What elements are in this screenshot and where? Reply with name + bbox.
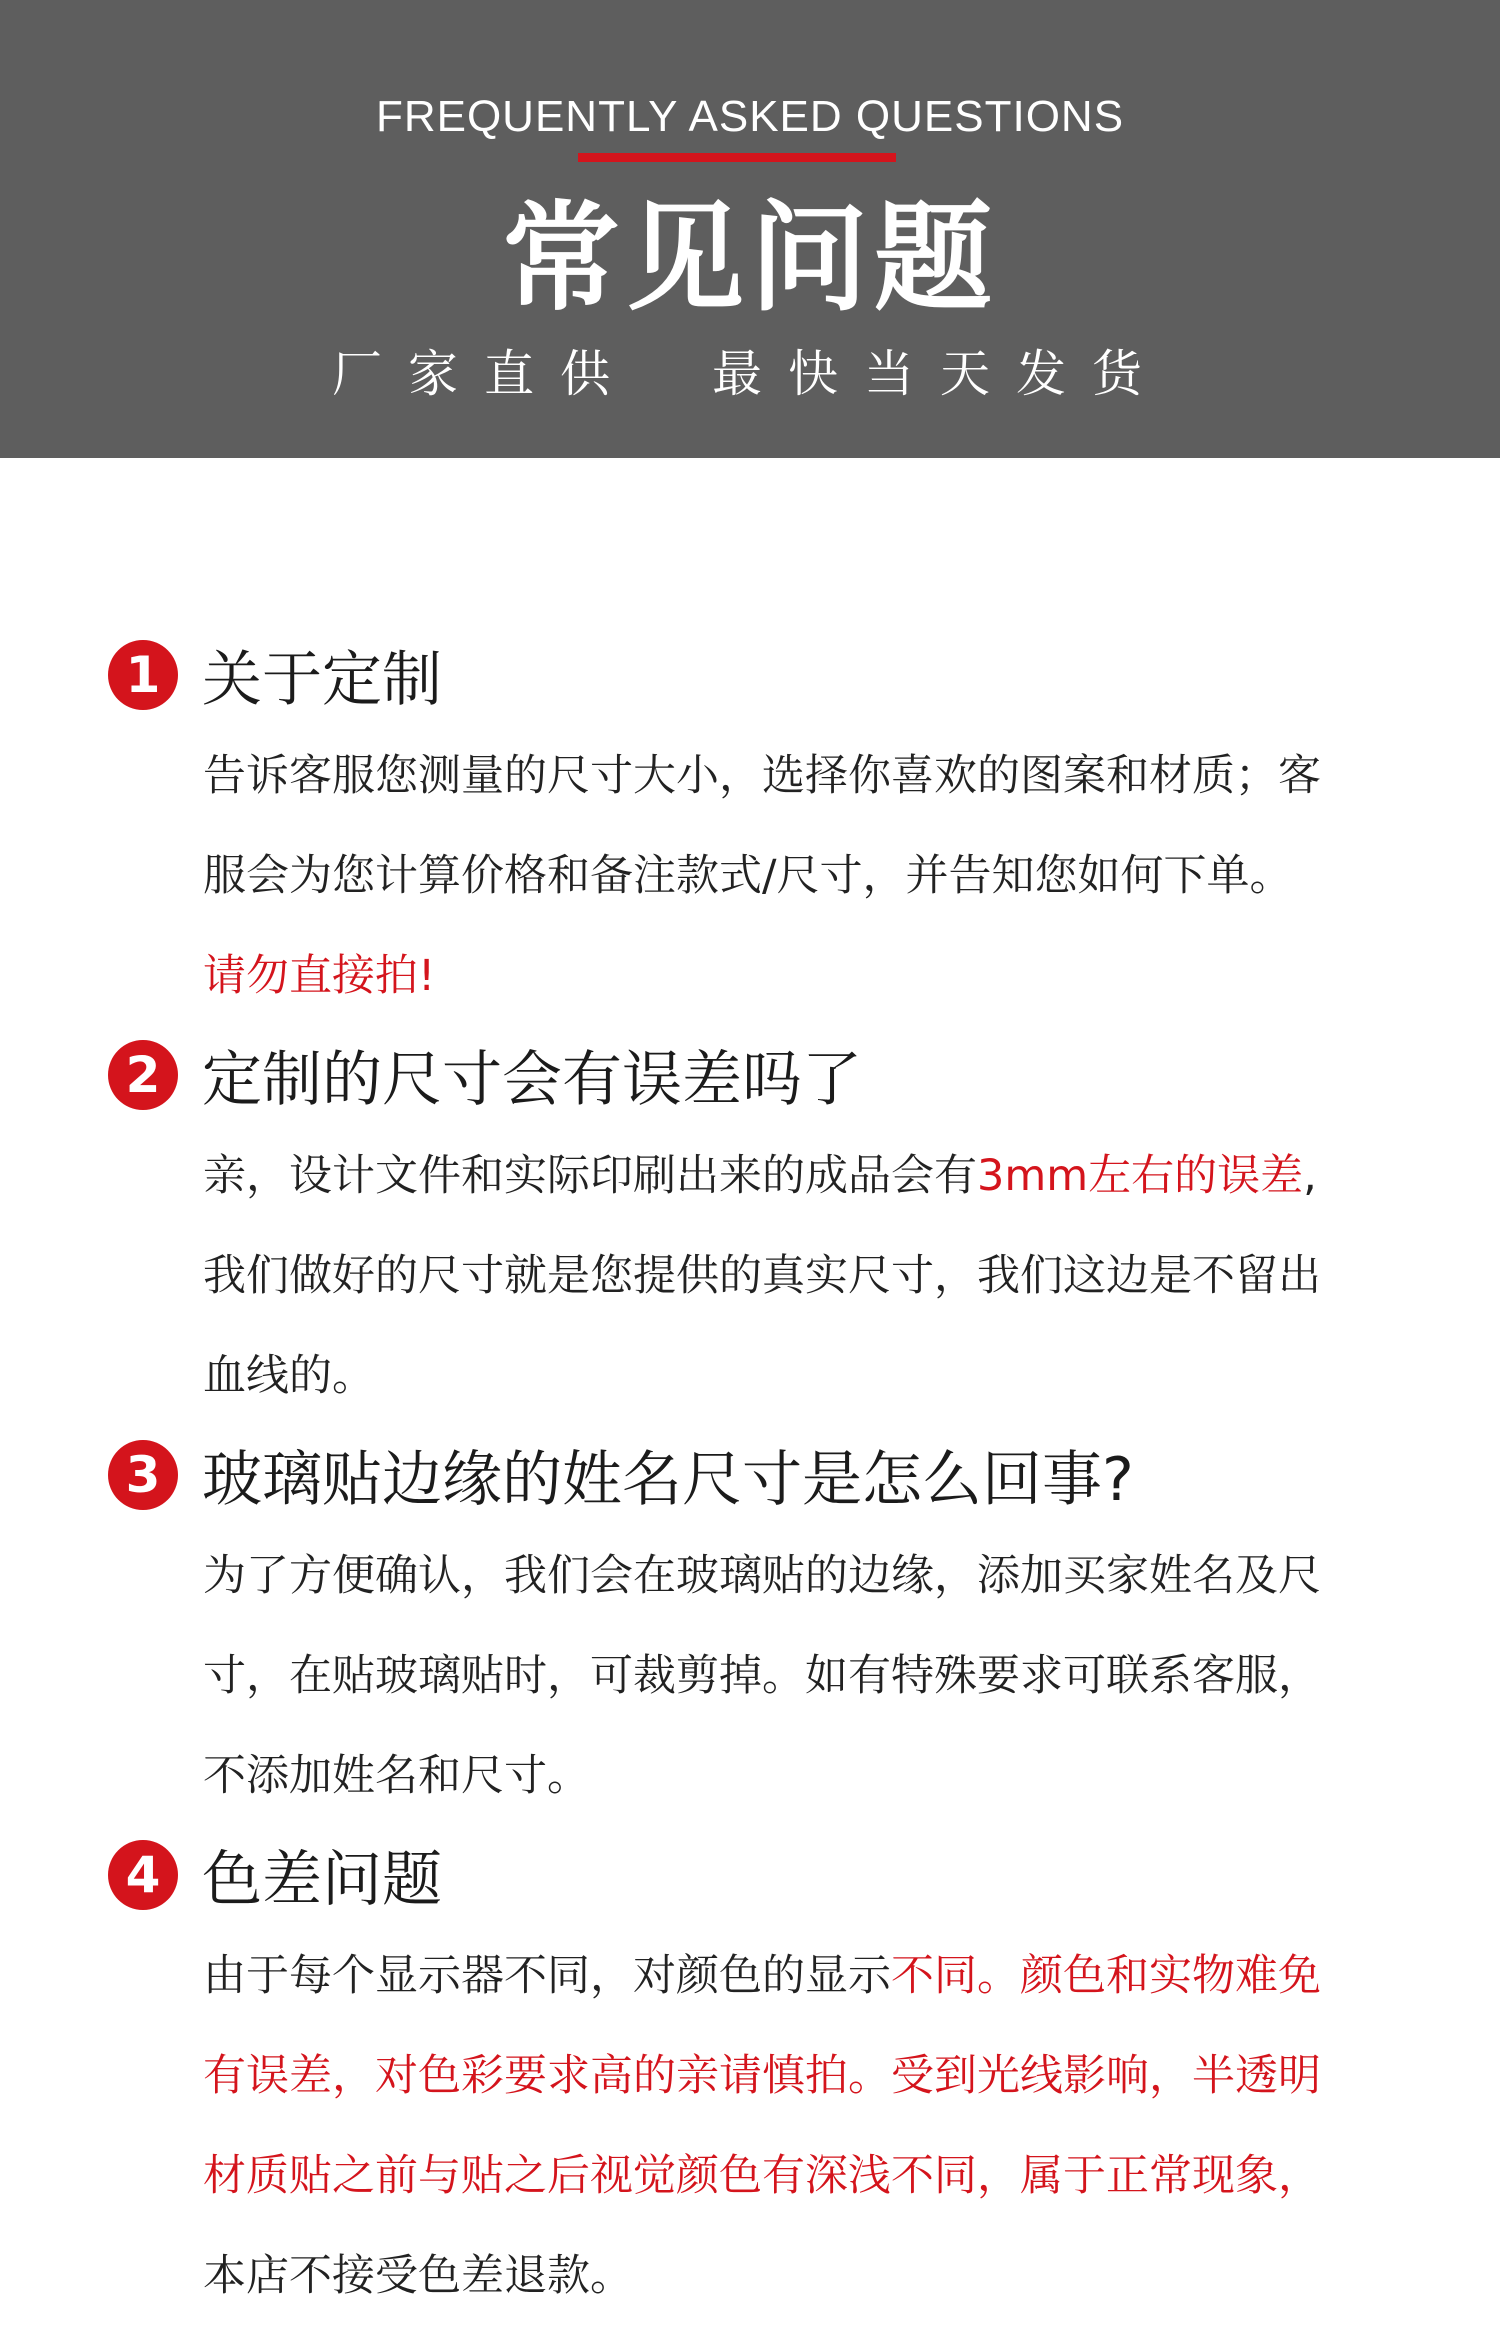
faq-item-2-line-1 xyxy=(203,1126,1391,1226)
page-title: 常见问题 xyxy=(501,188,998,327)
faq-item-4-body xyxy=(203,1926,1391,2326)
faq-item-2-line-3: 血线的。 xyxy=(203,1351,375,1401)
faq-item-2-error-highlight: 3mm左右的误差 xyxy=(977,1151,1304,1201)
faq-item-3-body xyxy=(203,1526,1391,1826)
number-1-circle-icon: 1 xyxy=(108,640,178,710)
faq-item-3-line-1: 为了方便确认，我们会在玻璃贴的边缘，添加买家姓名及尺 xyxy=(203,1551,1321,1601)
faq-item-3-line-3: 不添加姓名和尺寸。 xyxy=(203,1751,590,1801)
number-4-circle-icon: 4 xyxy=(108,1840,178,1910)
faq-item-2-header xyxy=(108,1030,862,1120)
faq-item-1-header xyxy=(108,630,442,720)
faq-item-4-header xyxy=(108,1830,442,1920)
faq-item-4-title: 色差问题 xyxy=(202,1845,442,1915)
faq-item-2-line-1-suffix: , xyxy=(1303,1151,1317,1201)
banner-slogan-left: 厂家直供 xyxy=(332,345,636,403)
banner-red-underline xyxy=(578,153,896,162)
faq-item-4-line-1-text: 由于每个显示器不同，对颜色的显示 xyxy=(203,1951,891,2001)
faq-item-1-body xyxy=(203,726,1391,1026)
faq-item-3-line-2: 寸，在贴玻璃贴时，可裁剪掉。如有特殊要求可联系客服， xyxy=(203,1651,1321,1701)
banner-subtitle-en: FREQUENTLY ASKED QUESTIONS xyxy=(375,92,1125,141)
faq-item-1-line-2: 服会为您计算价格和备注款式/尺寸，并告知您如何下单。 xyxy=(203,851,1293,901)
faq-item-4-line-1 xyxy=(203,1926,1391,2026)
faq-item-2-line-1-text: 亲，设计文件和实际印刷出来的成品会有 xyxy=(203,1151,977,1201)
faq-item-1-title: 关于定制 xyxy=(202,645,442,715)
faq-item-1-line-1: 告诉客服您测量的尺寸大小，选择你喜欢的图案和材质；客 xyxy=(203,751,1321,801)
banner-slogan-right: 最快当天发货 xyxy=(712,345,1168,403)
faq-item-2-title: 定制的尺寸会有误差吗了 xyxy=(202,1045,862,1115)
faq-item-2-line-2: 我们做好的尺寸就是您提供的真实尺寸，我们这边是不留出 xyxy=(203,1251,1321,1301)
faq-item-4-line-1-highlight: 不同。颜色和实物难免 xyxy=(891,1951,1321,2001)
faq-item-4-line-2: 有误差，对色彩要求高的亲请慎拍。受到光线影响，半透明 xyxy=(203,2051,1321,2101)
faq-item-1-warning: 请勿直接拍! xyxy=(203,951,436,1001)
faq-item-4-line-4: 本店不接受色差退款。 xyxy=(203,2251,633,2301)
faq-item-3-title: 玻璃贴边缘的姓名尺寸是怎么回事? xyxy=(202,1445,1134,1515)
number-2-circle-icon: 2 xyxy=(108,1040,178,1110)
faq-item-3-header xyxy=(108,1430,1134,1520)
number-3-circle-icon: 3 xyxy=(108,1440,178,1510)
faq-item-4-line-3: 材质贴之前与贴之后视觉颜色有深浅不同，属于正常现象， xyxy=(203,2151,1321,2201)
header-banner xyxy=(0,0,1500,458)
faq-item-2-body xyxy=(203,1126,1391,1426)
